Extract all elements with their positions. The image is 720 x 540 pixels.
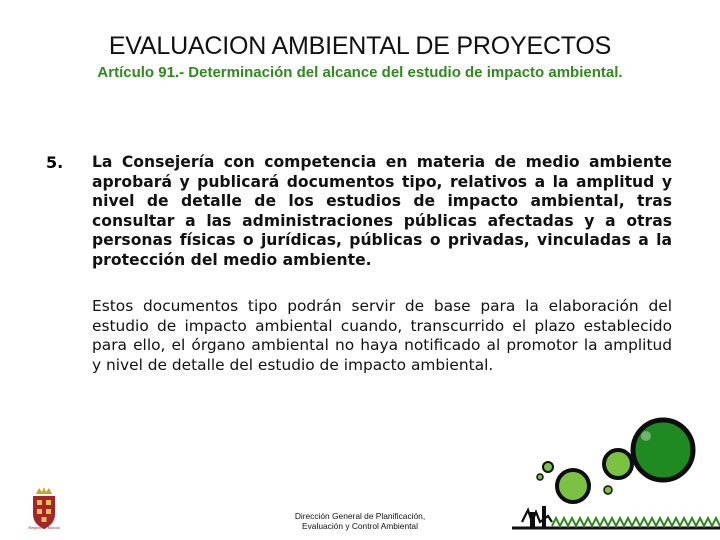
footer-line-1: Dirección General de Planificación,: [294, 511, 426, 521]
footer-text: [260, 511, 460, 531]
body-paragraph: Estos documentos tipo podrán servir de base para la elaboración del estudio de impacto ambiental cuando, transcurrido el plazo establecido para ello, el órgano ambiental no haya notificado al promotor la amplitud y nivel de detalle del estudio de impacto ambiental.: [92, 297, 672, 374]
decorative-green-illustration: [508, 400, 720, 540]
footer-line-2: Evaluación y Control Ambiental: [302, 521, 418, 531]
page-title: EVALUACION AMBIENTAL DE PROYECTOS: [108, 32, 612, 60]
article-subtitle: Artículo 91.- Determinación del alcance del estudio de impacto ambiental.: [97, 64, 623, 81]
bold-paragraph: La Consejería con competencia en materia de medio ambiente aprobará y publicará documentos tipo, relativos a la amplitud y nivel de detalle de los estudios de impacto ambiental, tras consultar a las administraciones públicas afectadas y a otras personas físicas o jurídicas, públicas o privadas, vinculadas a la protección del medio ambiente.: [92, 153, 672, 269]
crest-caption: Región de Murcia: [28, 525, 60, 530]
item-number: 5.: [46, 153, 64, 172]
